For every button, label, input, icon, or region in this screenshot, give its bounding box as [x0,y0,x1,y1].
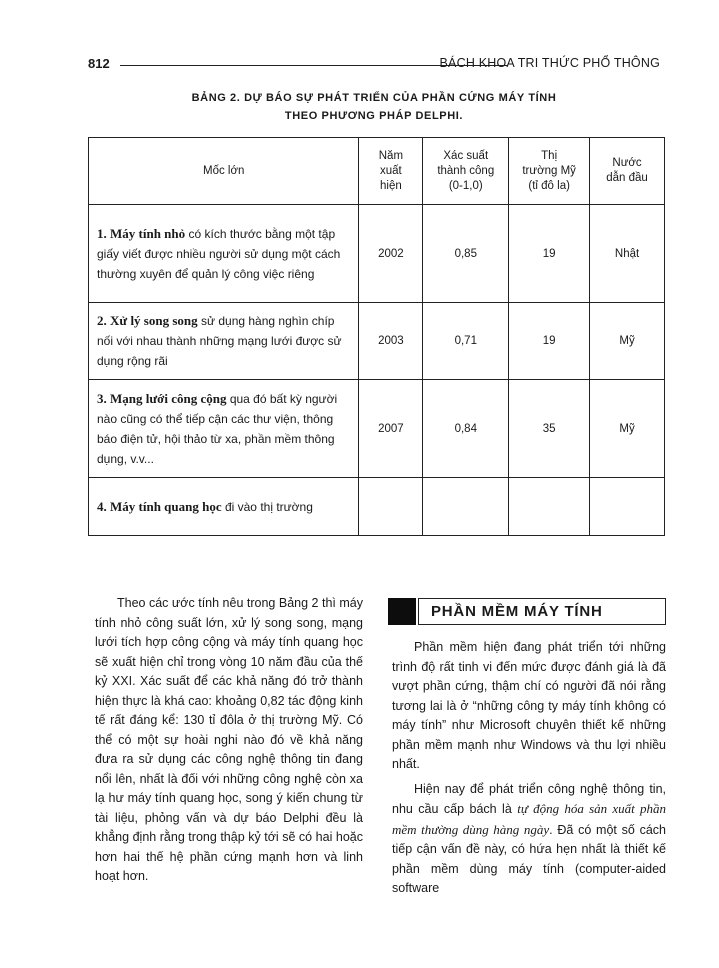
header-leading-country: Nước dẫn đầu [590,138,665,205]
header-probability: Xác suất thành công (0-1,0) [423,138,509,205]
country-cell: Mỹ [590,303,665,380]
probability-cell: 0,84 [423,380,509,478]
table-title: BẢNG 2. DỰ BÁO SỰ PHÁT TRIỂN CỦA PHẦN CỨNG MÁY TÍNH [191,92,557,104]
market-cell: 35 [509,380,590,478]
table-row [89,303,665,380]
header-us-market: Thị trường Mỹ (tỉ đô la) [509,138,590,205]
market-cell [509,478,590,536]
year-cell [359,478,423,536]
body-paragraph: Phần mềm hiện đang phát triển tới những trình độ rất tinh vi đến mức được đánh giá là đã vượt phần cứng, thậm chí có người đã nói rằng tương lai là ở “những công ty máy tính không có máy tính” như Microsoft chuyên thiết kế những phần mềm mạnh như Windows và thu lợi nhiều nhất. [392,640,666,771]
table-row [89,478,665,536]
table-subtitle: THEO PHƯƠNG PHÁP DELPHI. [284,110,464,122]
probability-cell: 0,85 [423,205,509,303]
page-number: 812 [88,56,110,71]
section-marker [388,598,416,625]
country-cell [590,478,665,536]
milestone-cell: 1. Máy tính nhỏ có kích thước bằng một tập giấy viết được nhiều người sử dụng một cách thường xuyên để quản lý công việc riêng [89,205,359,303]
emphasis-text: tự động hóa sản xuất phần mềm thường dùng hàng ngày [392,801,666,837]
body-paragraph: Theo các ước tính nêu trong Bảng 2 thì máy tính nhỏ công suất lớn, xử lý song song, mạng lưới tích hợp công cộng và máy tính quang học sẽ xuất hiện chỉ trong vòng 10 năm đầu của thế kỷ XXI. Xác suất để các khả năng đó trở thành hiện thực là khá cao: khoảng 0,82 tác động kinh tế rất đáng kể: 130 tỉ đôla ở thị trường Mỹ. Có thể có một sự hoài nghi nào đó về khả năng đưa ra sử dụng các công nghệ thông tin đang nổi lên, nhất là đối với những công nghệ còn xa lạ hư máy tính quang học, song ý kiến chung từ tài liệu, phỏng vấn và dự báo Delphi đều là khẳng định rằng trong thập kỷ tới sẽ có hai hoặc hơn hai thế hệ phần cứng mạnh hơn và linh hoạt hơn. [95,596,363,883]
probability-cell [423,478,509,536]
forecast-table [88,137,665,536]
header-milestone: Mốc lớn [89,138,359,205]
milestone-cell: 4. Máy tính quang học đi vào thị trường [89,478,359,536]
running-header [88,56,660,76]
market-cell: 19 [509,205,590,303]
section-title: PHẦN MỀM MÁY TÍNH [431,603,603,620]
table-header-row [89,138,665,205]
body-paragraph: Hiện nay để phát triển công nghệ thông tin, nhu cầu cấp bách là tự động hóa sản xuất phần mềm thường dùng hàng ngày. Đã có một số cách tiếp cận vấn đề này, có hứa hẹn nhất là thiết kế phần mềm dùng máy tính (computer-aided software [392,781,666,895]
header-year: Năm xuất hiện [359,138,423,205]
book-title: BÁCH KHOA TRI THỨC PHỔ THÔNG [439,56,660,70]
table-row [89,380,665,478]
right-column [392,638,666,899]
section-heading-box [418,598,666,625]
probability-cell: 0,71 [423,303,509,380]
country-cell: Mỹ [590,380,665,478]
year-cell: 2003 [359,303,423,380]
milestone-cell: 3. Mạng lưới công cộng qua đó bất kỳ người nào cũng có thể tiếp cận các thư viện, thông báo điện tử, hội thảo từ xa, phần mềm thông dụng, v.v... [89,380,359,478]
year-cell: 2002 [359,205,423,303]
market-cell: 19 [509,303,590,380]
left-column [95,594,363,887]
milestone-cell: 2. Xử lý song song sử dụng hàng nghìn chíp nối với nhau thành những mạng lưới được sử dụng rộng rãi [89,303,359,380]
year-cell: 2007 [359,380,423,478]
table-row [89,205,665,303]
country-cell: Nhật [590,205,665,303]
